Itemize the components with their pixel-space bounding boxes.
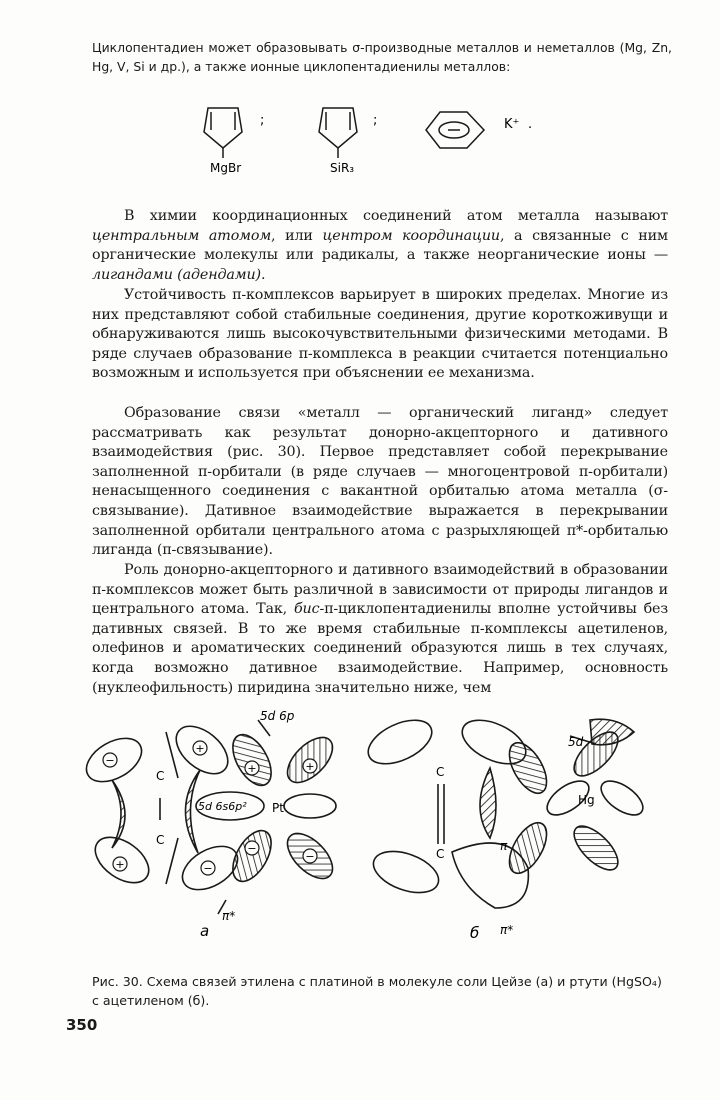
formula-cation: K⁺ <box>504 117 520 132</box>
formula-separator: ; <box>373 113 378 128</box>
plus-sign: + <box>305 760 315 773</box>
label-panel-b: б <box>470 924 480 942</box>
paragraph-bond-formation: Образование связи «металл — органический лиганд» следует рассматривать как результат донорно-акцепторного и дативного взаимодействия (рис. 30). Первое представляет собой перекрывание заполненной π-орбитали (в ряде случаев — многоцентровой π-орбитали) ненасыщенного соединения с вакантной орбиталью атома металла (σ-связывание). Дативное взаимодействие выражается в перекрывании заполненной орбитали центрального атома с разрыхляющей π*-орбиталью лиганда (π-связывание). <box>92 405 668 559</box>
cyclopentadienyl-formulas <box>190 96 550 186</box>
cyclopentadienyl-silyl-structure <box>319 108 357 158</box>
page-number: 350 <box>66 1016 98 1034</box>
label-carbon: C <box>156 769 165 783</box>
plus-sign: + <box>195 742 205 755</box>
panel-a-orbitals <box>79 717 340 914</box>
label-5d: 5d <box>568 735 584 749</box>
formula-end-dot: . <box>528 117 533 132</box>
minus-sign: − <box>305 850 315 863</box>
label-hg: Hg <box>578 793 595 807</box>
label-carbon: C <box>156 833 165 847</box>
minus-sign: − <box>247 842 257 855</box>
paragraph-text: Роль донорно-акцепторного и дативного взаимодействий в образовании π-комплексов может быть различной в зависимости от природы лигандов и центрального атома. Так, <box>92 562 668 618</box>
figure-caption: Рис. 30. Схема связей этилена с платиной в молекуле соли Цейзе (а) и ртути (HgSO₄) с ацетиленом (б). <box>92 974 662 1008</box>
panel-b-orbitals <box>362 711 649 908</box>
minus-sign: − <box>105 754 115 767</box>
paragraph-text: -π-циклопентадиенилы вполне устойчивы без дативных связей. В то же время стабильные π-комплексы ацетиленов, олефинов и ароматических соединений образуются лишь в тех случаях, когда возможно дативное взаимодействие. Например, основность (нуклеофильность) пиридина значительно ниже, чем <box>92 601 668 696</box>
label-pi-star-a: π* <box>222 909 236 923</box>
formula-label-sir3: SiR₃ <box>330 161 355 175</box>
paragraph-text: , или <box>271 227 323 244</box>
label-pi: π <box>500 839 508 853</box>
intro-text: Циклопентадиен может образовывать σ-производные металлов и неметаллов (Mg, Zn, Hg, V, Si и др.), а также ионные циклопентадиенилы металлов: <box>92 40 672 74</box>
cyclopentadienyl-mgbr-structure <box>204 108 242 158</box>
paragraph-stability: Устойчивость π-комплексов варьирует в широких пределах. Многие из них представляют собой стабильные соединения, другие короткоживущи и обнаруживаются лишь высокочувствительными физическими методами. В ряде случаев образование π-комплекса в реакции считается потенциально возможным и используется при объяснении ее механизма. <box>92 287 668 382</box>
term-central-atom: центральным атомом <box>92 227 272 244</box>
plus-sign: + <box>115 858 125 871</box>
term-coordination-center: центром координации <box>322 227 500 244</box>
paragraph-text: , а связанные с ним органические молекулы или радикалы, а также неорганические ионы — <box>92 227 668 264</box>
label-panel-a: a <box>200 922 210 940</box>
label-carbon: C <box>436 765 445 779</box>
label-5d6s6p2: 5d 6s6p² <box>198 800 247 813</box>
formula-label-mgbr: MgBr <box>210 161 242 175</box>
term-ligands: лигандами (адендами) <box>92 266 261 283</box>
paragraph-text: В химии координационных соединений атом металла называют <box>124 208 668 224</box>
label-5d6p: 5d 6p <box>260 709 295 723</box>
paragraph-text: . <box>260 266 266 283</box>
plus-sign: + <box>247 762 257 775</box>
term-bis: бис <box>293 601 320 618</box>
label-pt: Pt <box>272 801 284 815</box>
label-carbon: C <box>436 847 445 861</box>
orbital-diagram <box>70 708 670 948</box>
paragraph-ligands <box>92 207 668 285</box>
label-pi-star-b: π* <box>500 923 514 937</box>
formula-separator: ; <box>260 113 265 128</box>
paragraph-roles <box>92 561 668 698</box>
minus-sign: − <box>203 862 213 875</box>
cyclopentadienide-anion-structure <box>426 112 484 148</box>
